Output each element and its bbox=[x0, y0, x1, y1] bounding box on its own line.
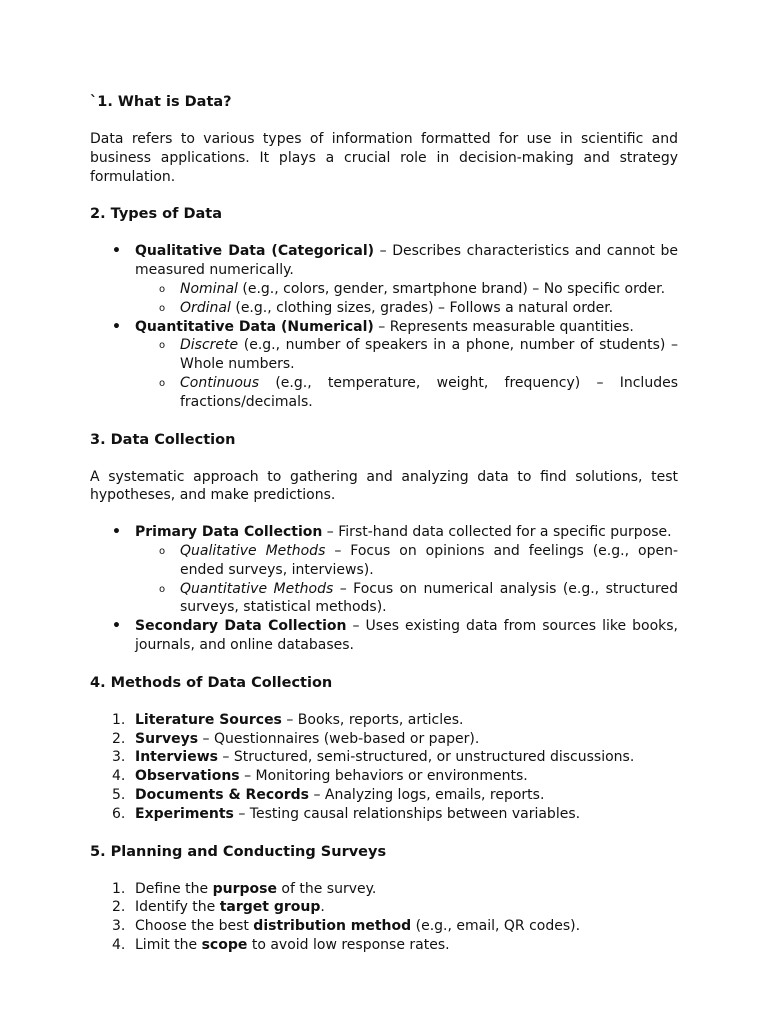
method-desc: – Testing causal relationships between variables. bbox=[233, 805, 581, 822]
quantitative-sublist bbox=[135, 336, 678, 411]
data-collection-list bbox=[90, 523, 678, 655]
list-item bbox=[90, 805, 678, 824]
list-item-quantitative bbox=[90, 318, 678, 412]
circle-bullet-icon: o bbox=[159, 377, 166, 389]
item-number: 3. bbox=[112, 749, 126, 766]
bullet-icon: • bbox=[112, 524, 121, 541]
list-item bbox=[90, 936, 678, 955]
desc-qualitative-methods: – Focus on opinions and feelings (e.g., open-ended surveys, interviews). bbox=[180, 542, 678, 578]
item-number: 4. bbox=[112, 936, 126, 953]
step-term: distribution method bbox=[253, 918, 412, 935]
method-term: Surveys bbox=[135, 730, 199, 747]
bullet-icon: • bbox=[112, 318, 121, 335]
circle-bullet-icon: o bbox=[159, 283, 166, 295]
step-post: (e.g., email, QR codes). bbox=[411, 918, 581, 935]
step-post: . bbox=[320, 899, 325, 916]
item-number: 2. bbox=[112, 730, 126, 747]
list-item bbox=[90, 880, 678, 899]
sub-item-discrete bbox=[135, 336, 678, 374]
paragraph-data-definition: Data refers to various types of information formatted for use in scientific and business applications. It plays a crucial role in decision-making and strategy formulation. bbox=[90, 131, 678, 185]
term-discrete: Discrete bbox=[180, 337, 239, 354]
step-pre: Identify the bbox=[135, 899, 220, 916]
section-heading-data-collection: 3. Data Collection bbox=[90, 431, 236, 448]
step-pre: Limit the bbox=[135, 936, 202, 953]
list-item bbox=[90, 711, 678, 730]
term-continuous: Continuous bbox=[180, 374, 260, 391]
list-item bbox=[90, 917, 678, 936]
term-secondary: Secondary Data Collection bbox=[135, 618, 347, 635]
desc-qualitative: – Describes characteristics and cannot be measured numerically. bbox=[135, 243, 678, 279]
desc-quantitative: – Represents measurable quantities. bbox=[373, 318, 634, 335]
circle-bullet-icon: o bbox=[159, 545, 166, 557]
primary-sublist bbox=[135, 542, 678, 617]
paragraph-data-collection: A systematic approach to gathering and analyzing data to find solutions, test hypotheses, and make predictions. bbox=[90, 468, 678, 504]
term-nominal: Nominal bbox=[180, 280, 238, 297]
item-number: 1. bbox=[112, 880, 126, 897]
sub-item-continuous bbox=[135, 374, 678, 412]
section-heading-methods: 4. Methods of Data Collection bbox=[90, 674, 333, 691]
circle-bullet-icon: o bbox=[159, 302, 166, 314]
step-term: target group bbox=[219, 899, 321, 916]
term-qualitative: Qualitative Data (Categorical) bbox=[135, 243, 375, 260]
list-item bbox=[90, 730, 678, 749]
method-term: Literature Sources bbox=[135, 711, 282, 728]
circle-bullet-icon: o bbox=[159, 583, 166, 595]
desc-primary: – First-hand data collected for a specific purpose. bbox=[322, 524, 672, 541]
step-term: scope bbox=[201, 936, 248, 953]
method-desc: – Questionnaires (web-based or paper). bbox=[198, 730, 480, 747]
item-number: 3. bbox=[112, 918, 126, 935]
term-ordinal: Ordinal bbox=[180, 299, 231, 316]
method-desc: – Monitoring behaviors or environments. bbox=[239, 768, 528, 785]
step-post: of the survey. bbox=[276, 880, 377, 897]
section-heading-surveys: 5. Planning and Conducting Surveys bbox=[90, 843, 387, 860]
surveys-list bbox=[90, 880, 678, 955]
desc-continuous: (e.g., temperature, weight, frequency) – Includes fractions/decimals. bbox=[180, 374, 678, 410]
sub-item-quantitative-methods bbox=[135, 580, 678, 618]
step-pre: Choose the best bbox=[135, 918, 254, 935]
item-number: 4. bbox=[112, 768, 126, 785]
item-number: 5. bbox=[112, 786, 126, 803]
types-of-data-list bbox=[90, 242, 678, 411]
desc-secondary: – Uses existing data from sources like books, journals, and online databases. bbox=[135, 618, 679, 653]
method-desc: – Structured, semi-structured, or unstructured discussions. bbox=[217, 749, 635, 766]
document-page bbox=[90, 92, 678, 973]
list-item-primary bbox=[90, 523, 678, 617]
method-desc: – Books, reports, articles. bbox=[281, 711, 464, 728]
list-item-qualitative bbox=[90, 242, 678, 317]
method-desc: – Analyzing logs, emails, reports. bbox=[309, 786, 545, 803]
method-term: Experiments bbox=[135, 805, 234, 822]
list-item bbox=[90, 748, 678, 767]
methods-list bbox=[90, 711, 678, 824]
list-item bbox=[90, 786, 678, 805]
sub-item-qualitative-methods bbox=[135, 542, 678, 580]
item-number: 2. bbox=[112, 899, 126, 916]
list-item bbox=[90, 767, 678, 786]
desc-ordinal: (e.g., clothing sizes, grades) – Follows a natural order. bbox=[230, 299, 614, 316]
qualitative-sublist bbox=[135, 280, 678, 318]
desc-quantitative-methods: – Focus on numerical analysis (e.g., structured surveys, statistical methods). bbox=[180, 580, 678, 616]
list-item bbox=[90, 898, 678, 917]
method-term: Observations bbox=[135, 768, 240, 785]
item-number: 6. bbox=[112, 805, 126, 822]
step-post: to avoid low response rates. bbox=[247, 936, 450, 953]
method-term: Interviews bbox=[135, 749, 218, 766]
bullet-icon: • bbox=[112, 243, 121, 260]
term-quantitative-methods: Quantitative Methods bbox=[180, 580, 334, 597]
sub-item-nominal bbox=[135, 280, 678, 299]
term-quantitative: Quantitative Data (Numerical) bbox=[135, 318, 374, 335]
method-term: Documents & Records bbox=[135, 786, 309, 803]
step-term: purpose bbox=[212, 880, 277, 897]
term-qualitative-methods: Qualitative Methods bbox=[180, 542, 326, 559]
item-number: 1. bbox=[112, 711, 126, 728]
circle-bullet-icon: o bbox=[159, 340, 166, 352]
desc-discrete: (e.g., number of speakers in a phone, number of students) – Whole numbers. bbox=[180, 337, 678, 373]
list-item-secondary bbox=[90, 617, 678, 655]
step-pre: Define the bbox=[135, 880, 213, 897]
section-heading-types-of-data: 2. Types of Data bbox=[90, 206, 223, 223]
desc-nominal: (e.g., colors, gender, smartphone brand) – No specific order. bbox=[237, 280, 666, 297]
term-primary: Primary Data Collection bbox=[135, 524, 323, 541]
bullet-icon: • bbox=[112, 618, 121, 635]
sub-item-ordinal bbox=[135, 299, 678, 318]
section-heading-what-is-data: `1. What is Data? bbox=[90, 94, 232, 110]
